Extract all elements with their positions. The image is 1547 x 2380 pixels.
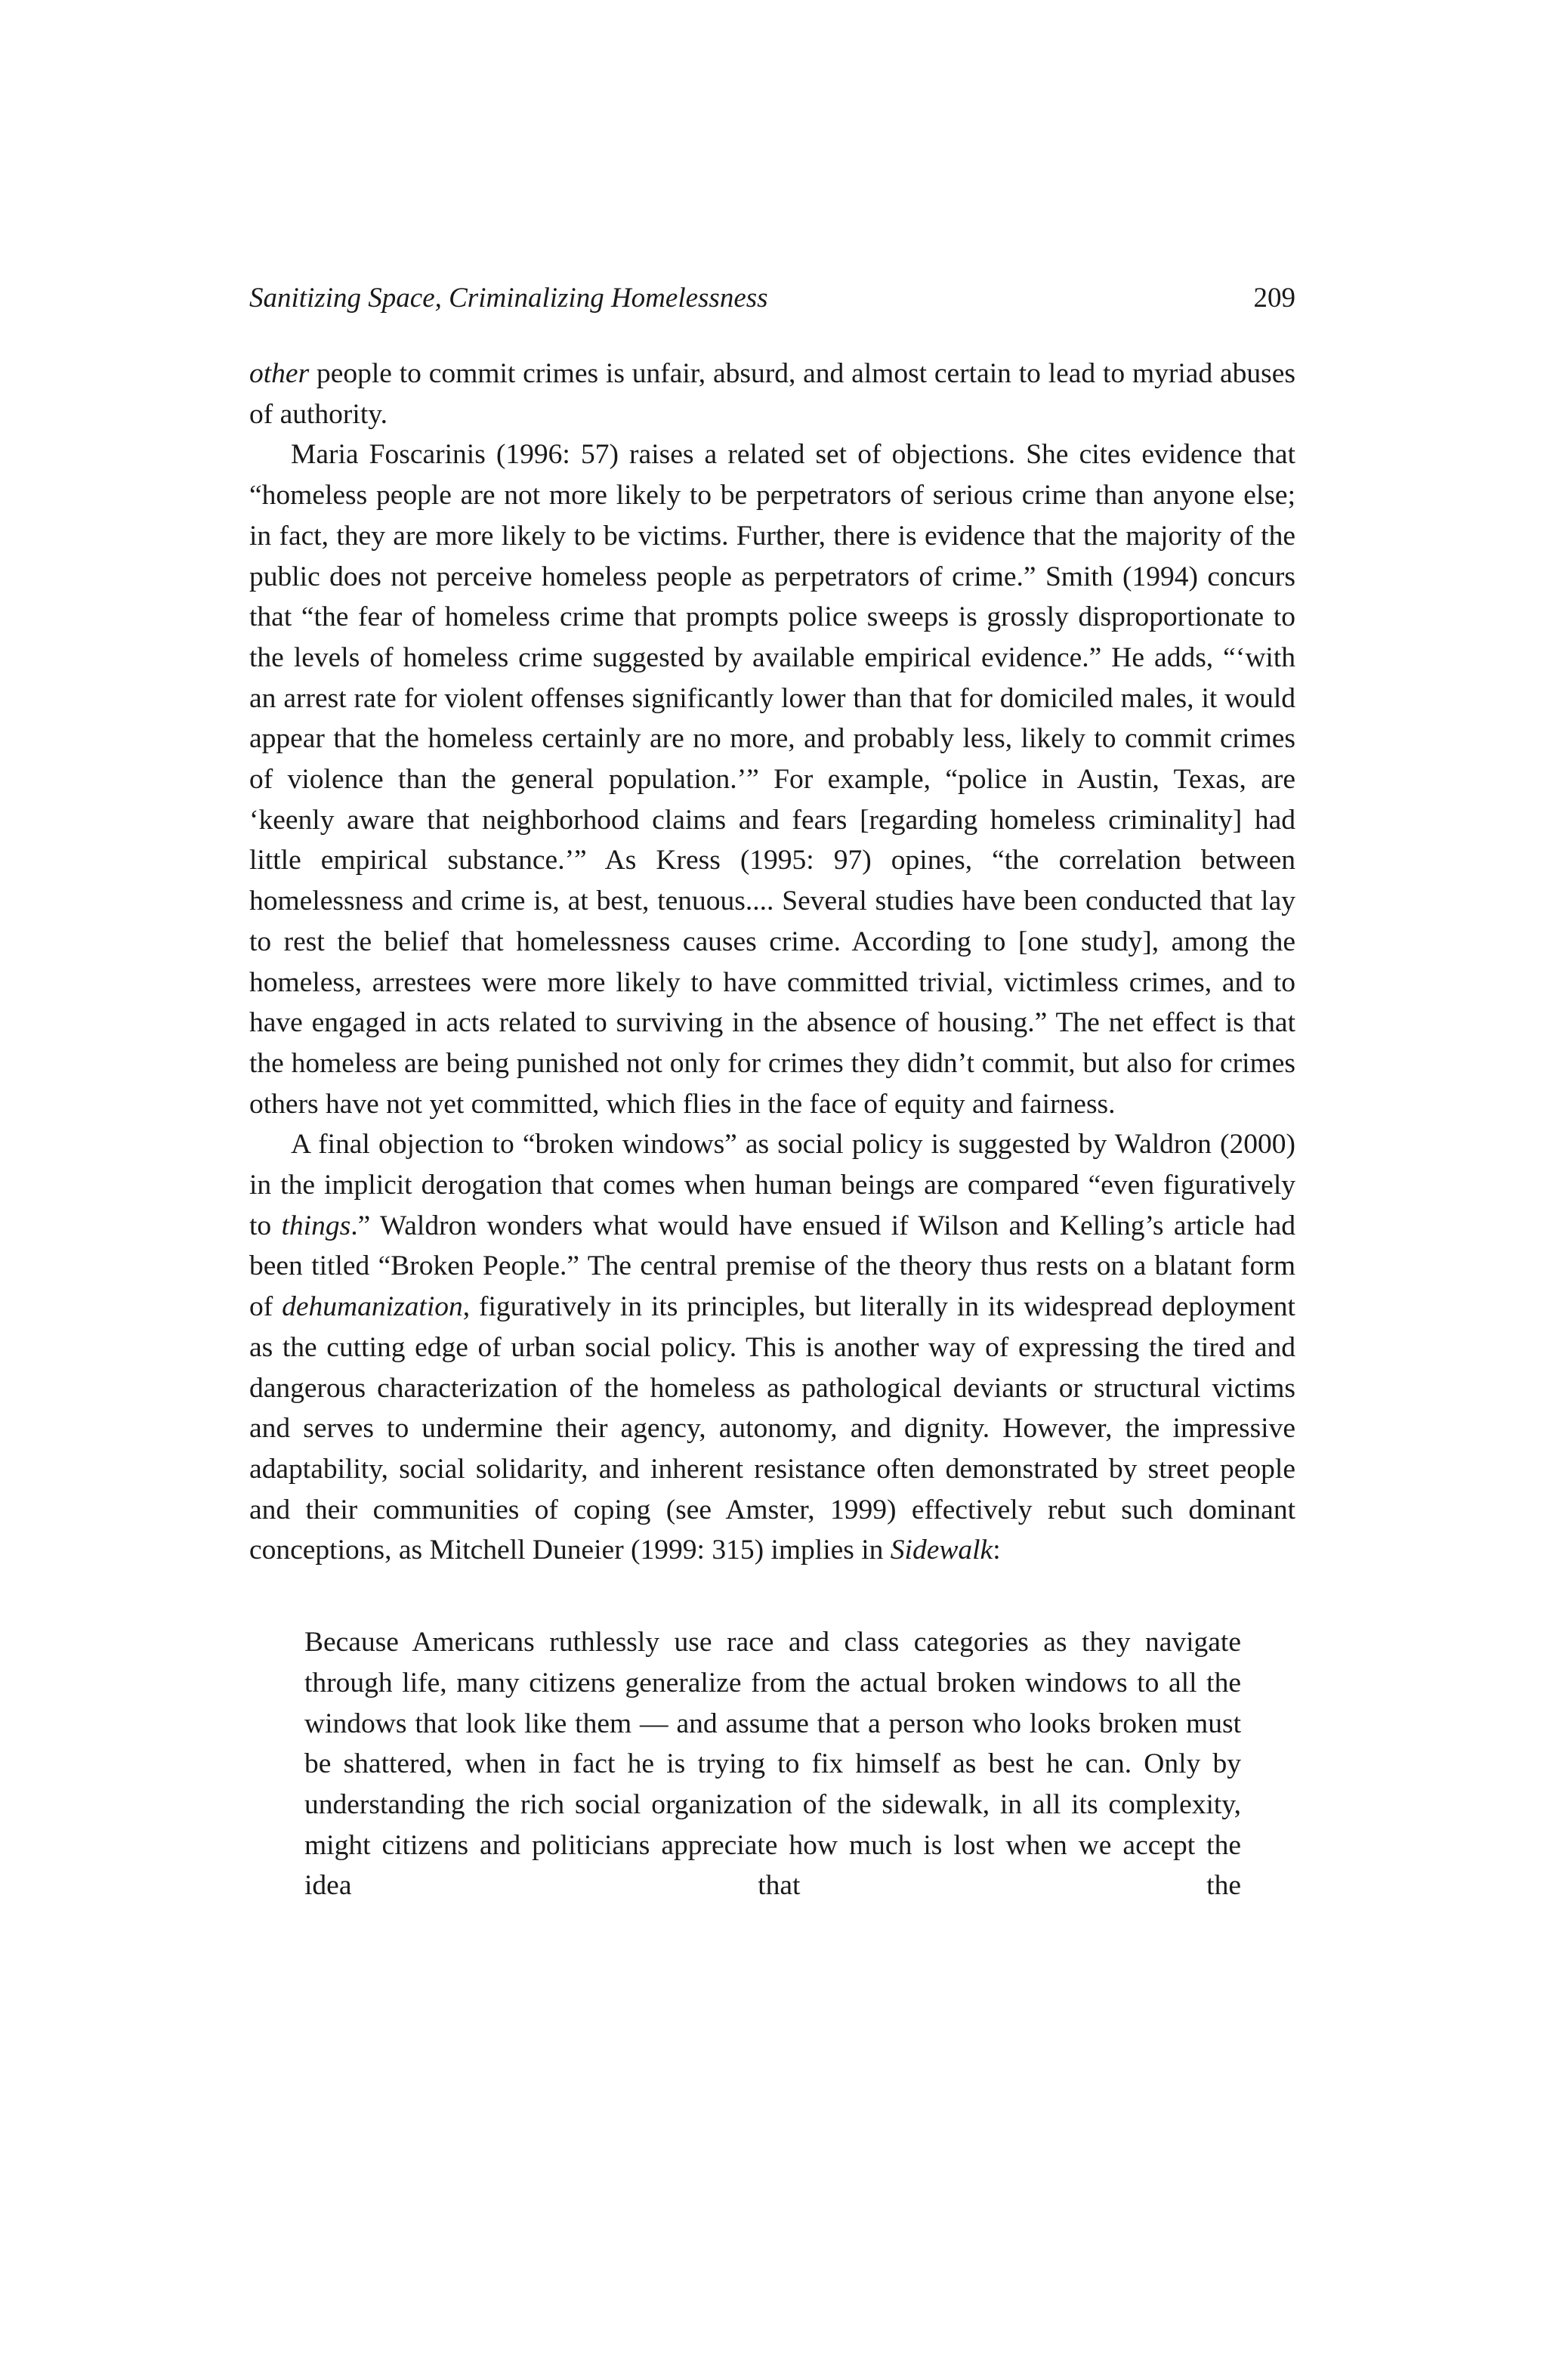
italic-text: dehumanization [282,1291,463,1323]
italic-text: other [249,358,310,389]
paragraph [249,1124,1295,1571]
text-segment: , figuratively in its principles, but literally in its widespread deployment as the cutting edge of urban social policy. This is another way of expressing the tired and dangerous characterization of the homeless as pathological deviants or structural victims and serves to undermine their agency, autonomy, and dignity. However, the impressive adaptability, social solidarity, and inherent resistance often demonstrated by street people and their communities of coping (see Amster, 1999) effectively rebut such dominant conceptions, as Mitchell Duneier (1999: 315) implies in [249,1291,1295,1566]
text-segment: Maria Foscarinis (1996: 57) raises a related set of objections. She cites evidence that “homeless people are not more likely to be perpetrators of serious crime than anyone else; in fact, they are more likely to be victims. Further, there is evidence that the majority of the public does not perceive homeless people as perpetrators of crime.” Smith (1994) concurs that “the fear of homeless crime that prompts police sweeps is grossly disproportionate to the levels of homeless crime suggested by available empirical evidence.” He adds, “‘with an arrest rate for violent offenses significantly lower than that for domiciled males, it would appear that the homeless certainly are no more, and probably less, likely to commit crimes of violence than the general population.’” For example, “police in Austin, Texas, are ‘keenly aware that neighborhood claims and fears [regarding homeless criminality] had little empirical substance.’” As Kress (1995: 97) opines, “the correlation between homelessness and crime is, at best, tenuous.... Several studies have been conducted that lay to rest the belief that homelessness causes crime. According to [one study], among the homeless, arrestees were more likely to have committed trivial, victimless crimes, and to have engaged in acts related to surviving in the absence of housing.” The net effect is that the homeless are being punished not only for crimes they didn’t commit, but also for crimes others have not yet committed, which flies in the face of equity and fairness. [249,439,1295,1120]
block-quote [304,1622,1241,1906]
text-segment: people to commit crimes is unfair, absurd, and almost certain to lead to myriad abuses of authority. [249,358,1295,430]
body-text [249,354,1295,1571]
running-title: Sanitizing Space, Criminalizing Homelessness [249,283,768,314]
italic-text: things [281,1210,351,1241]
text-segment: : [993,1535,1001,1566]
text-segment: .” Waldron wonders what would have ensued if Wilson and Kelling’s article had been titled “Broken People.” The central premise of the theory thus rests on a blatant form of [249,1210,1295,1323]
block-quote-text: Because Americans ruthlessly use race and class categories as they navigate through life, many citizens generalize from the actual broken windows to all the windows that look like them — and assume that a person who looks broken must be shattered, when in fact he is trying to fix himself as best he can. Only by understanding the rich social organization of the sidewalk, in all its complexity, might citizens and politicians appreciate how much is lost when we accept the idea that the [304,1627,1241,1902]
page-number: 209 [1253,283,1295,314]
paragraph [249,354,1295,434]
text-segment: A final objection to “broken windows” as social policy is suggested by Waldron (2000) in the implicit derogation that comes when human beings are compared “even figuratively to [249,1129,1295,1241]
running-head [249,280,1295,317]
page [249,280,1295,1906]
italic-text: Sidewalk [890,1535,993,1566]
paragraph [249,434,1295,1124]
